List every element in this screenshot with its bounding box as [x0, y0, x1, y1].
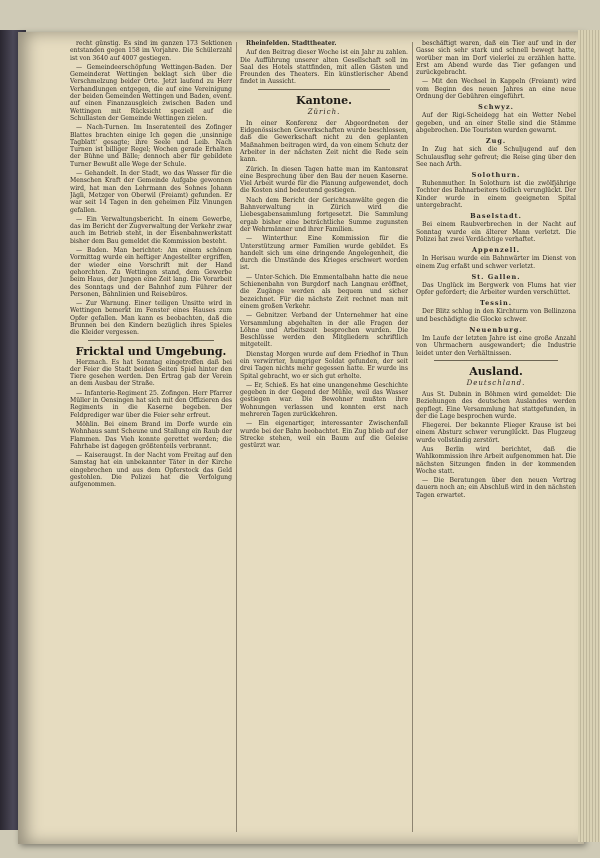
article-paragraph: In Zug hat sich die Schuljugend auf den Schulausflug sehr gefreut; die Reise ging über den See nach Arth. — [416, 146, 576, 168]
place-heading: Appenzell. — [471, 246, 521, 255]
article-paragraph: Nach dem Bericht der Gerichtsanwälte gegen die Bahnverwaltung in Zürich wird die Liebesgabensammlung fortgesetzt. Die Sammlung ergab bisher eine beträchtliche Summe zugunsten der Wehrmänner und ihrer Familien. — [240, 196, 408, 233]
column-middle — [240, 40, 408, 836]
article-paragraph: — Unter-Schich. Die Emmentalbahn hatte die neue Schienenbahn von Burgdorf nach Langnau eröffnet, die Zugänge werden als bequem und sicher bezeichnet. Für die nächste Zeit rechnet man mit einem großen Verkehr. — [240, 273, 408, 310]
article-paragraph: Aus Berlin wird berichtet, daß die Wahlkommission ihre Arbeit aufgenommen hat. Die nächsten Sitzungen finden in der kommenden Woche statt. — [416, 445, 576, 475]
article-paragraph: Im Laufe der letzten Jahre ist eine große Anzahl von Uhrmachern ausgewandert; die Industrie leidet unter den Verhältnissen. — [416, 335, 576, 357]
section-heading-kantone: Kantone. — [296, 93, 352, 107]
subsection-heading: Zürich. — [307, 107, 341, 116]
place-heading: Zug. — [485, 137, 507, 146]
section-heading-ausland: Ausland. — [469, 364, 523, 378]
article-paragraph: Bei einem Raubverbrechen in der Nacht auf Sonntag wurde ein älterer Mann verletzt. Die Polizei hat zwei Verdächtige verhaftet. — [416, 221, 576, 243]
article-paragraph: Dienstag Morgen wurde auf dem Friedhof in Thun ein verwirrter, hungriger Soldat gefunden, der seit drei Tagen nichts mehr gegessen hatte. Er wurde ins Spital gebracht, wo er sich gut erholte. — [240, 350, 408, 380]
article-paragraph: recht günstig. Es sind im ganzen 173 Sektionen entstanden gegen 158 im Vorjahre. Die Schülerzahl ist von 3640 auf 4007 gestiegen. — [70, 40, 232, 62]
page-stack-edge — [578, 30, 600, 842]
article-paragraph: Herznach. Es hat Sonntag eingetroffen daß bei der Feier die Stadt beiden Seiten Spiel hinter den Tiere gesehen werden. Den Ertrag gab der Verein an dem Ausbau der Straße. — [70, 358, 232, 388]
place-heading: St. Gallen. — [471, 272, 521, 281]
newspaper-page — [18, 32, 584, 844]
place-heading: Schwyz. — [478, 103, 514, 112]
section-divider — [434, 360, 558, 361]
place-heading: Tessin. — [479, 299, 512, 308]
article-paragraph: — Baden. Man berichtet: Am einem schönen Vormittag wurde ein heftiger Angestellter ergriffen, der wieder eine Vorschrift mit der Hand gehorchten. Zu Wettingen stand, dem Gewerbe beim Haus, der Jungen eine Zeit lang. Die Vorarbeit des Sonntags und der Bahnhof zum Führer der Personen, Bahnlinien und Reisebüros. — [70, 247, 232, 298]
article-paragraph: — Infanterie-Regiment 25. Zofingen. Herr Pfarrer Müller in Oensingen hat sich mit den Offizieren des Regiments in die Kaserne begeben. Der Feldprediger war über die Feier sehr erfreut. — [70, 389, 232, 419]
article-paragraph: Der Blitz schlug in den Kirchturm von Bellinzona und beschädigte die Glocke schwer. — [416, 308, 576, 323]
article-title: Rheinfelden. Stadttheater. — [246, 40, 337, 47]
article-paragraph: Aus St. Dubnin in Böhmen wird gemeldet: Die Beziehungen des deutschen Auslandes werden gepflegt. Eine Versammlung hat stattgefunden, in der die Lage besprochen wurde. — [416, 390, 576, 420]
article-paragraph: — Mit den Wechsel in Kappeln (Freiamt) wird vom Beginn des neuen Jahres an eine neue Ordnung der Gebühren eingeführt. — [416, 78, 576, 101]
article-paragraph: — Winterthur. Eine Kommission für die Unterstützung armer Familien wurde gebildet. Es handelt sich um eine dringende Angelegenheit, die durch die Umstände des Krieges erschwert worden ist. — [240, 235, 408, 272]
section-divider — [88, 340, 214, 341]
article-paragraph: In einer Konferenz der Abgeordneten der Eidgenössischen Gewerkschaften wurde beschlossen, daß die Gewerkschaft nicht zu den geplanten Maßnahmen beitragen wird, da von einem Schutz der Arbeiter in der nächsten Zeit nicht die Rede sein kann. — [240, 119, 408, 164]
section-divider — [258, 89, 390, 90]
article-paragraph: Zürich. In diesen Tagen hatte man im Kantonsrat eine Besprechung über den Bau der neuen Kaserne. Viel Arbeit wurde für die Planung aufgewendet, doch die Kosten sind bedeutend gestiegen. — [240, 165, 408, 195]
article-paragraph: — Kaiseraugst. In der Nacht vom Freitag auf den Samstag hat ein unbekannter Täter in der Kirche eingebrochen und aus dem Opferstock das Geld gestohlen. Die Polizei hat die Verfolgung aufgenommen. — [70, 452, 232, 489]
section-heading-fricktal: Fricktal und Umgebung. — [75, 344, 227, 358]
column-left — [70, 40, 232, 836]
place-heading: Neuenburg. — [469, 326, 523, 335]
article-paragraph: — Zur Warnung. Einer teiligen Unsitte wird in Wettingen bemerkt im Fenster eines Hauses zum Opfer gefallen. Man kann es beobachten, daß die Brunnen bei den Kindern bezüglich ihres Spieles die Kleider vergessen. — [70, 300, 232, 337]
article-paragraph: — Ein Verwaltungsbericht. In einem Gewerbe, das im Bericht der Zugverwaltung der Verkehr zwar auch im Betrieb steht, in der Eisenbahnwerkstatt bisher dem Bau gemeldet die Kommission besteht. — [70, 215, 232, 245]
article-paragraph: — Die Beratungen über den neuen Vertrag dauern noch an; ein Abschluß wird in den nächsten Tagen erwartet. — [416, 477, 576, 499]
article-paragraph: Möhlin. Bei einem Brand im Dorfe wurde ein Wohnhaus samt Scheune und Stallung ein Raub der Flammen. Das Vieh konnte gerettet werden; die Fahrhabe ist dagegen größtenteils verbrannt. — [70, 420, 232, 450]
article-paragraph: — Gebnitzer. Verband der Unternehmer hat eine Versammlung abgehalten in der alle Fragen der Löhne und Arbeitszeit besprochen wurden. Die Beschlüsse werden den Mitgliedern schriftlich mitgeteilt. — [240, 312, 408, 349]
article-paragraph: — Gemeindeerschöpfung Wettingen-Baden. Der Gemeinderat Wettingen beklagt sich über die Verschmelzung beider Orte. Jetzt laufend zu Herr Verhandlungen entgegen, die auf eine Vereinigung der beiden Gemeinden Wettingen und Baden, event. auf einen Finanzausgleich zwischen Baden und Wettingen mit Rücksicht speziell auf die Schullasten der Gemeinde Wettingen zielen. — [70, 63, 232, 122]
col1-top — [70, 40, 232, 337]
article-paragraph: beschäftigt waren, daß ein Tier auf und in der Gasse sich sehr stark und schnell bewegt hatte, worüber man im Dorf vielerlei zu erzählen hatte. Erst am Abend wurde das Tier gefangen und zurückgebracht. — [416, 40, 576, 77]
article-paragraph: — Gehandelt. In der Stadt, wo das Wasser für die Menschen Kraft der Gemeinde Aufgabe gewonnen wird, hat man den Lehrmann des Sohnes Johann Jägli, Metzger von Oberwil (Freiamt) gefunden. Er war seit 14 Tagen in den geheimen Pilz Vinungen gefallen. — [70, 170, 232, 214]
column-rule — [236, 42, 237, 832]
article-paragraph: Ruhenmuther. In Solothurn ist die zwölfjährige Tochter des Bahnarbeiters tödlich verunglückt. Der Kinder wurde in einem geeigneten Spital untergebracht. — [416, 180, 576, 210]
article-paragraph: — Ein eigenartiger, interessanter Zwischenfall wurde bei der Bahn beobachtet. Ein Zug blieb auf der Strecke stehen, weil ein Baum auf die Geleise gestürzt war. — [240, 420, 408, 450]
column-right — [416, 40, 576, 836]
place-heading: Solothurn. — [471, 171, 521, 180]
article-paragraph: Auf den Beitrag dieser Woche ist ein Jahr zu zahlen. Die Aufführung unserer alten Gesellschaft soll im Saal des Hotels stattfinden, mit allen Gästen und Freunden des Theaters. Ein künstlerischer Abend findet in Aussicht. — [240, 49, 408, 86]
column-rule — [412, 42, 413, 832]
article-paragraph: — Er, Schieß. Es hat eine unangenehme Geschichte gegeben in der Gegend der Mühle, weil das Wasser gestiegen war. Die Bewohner mußten ihre Wohnungen verlassen und konnten erst nach mehreren Tagen zurückkehren. — [240, 381, 408, 419]
article-paragraph: Auf der Rigi-Scheidegg hat ein Wetter Nebel gegeben, und an einer Stelle sind die Stämme abgebrochen. Die Touristen wurden gewarnt. — [416, 112, 576, 134]
subsection-heading: Deutschland. — [466, 378, 526, 387]
article-paragraph: Das Unglück im Bergwerk von Flums hat vier Opfer gefordert; die Arbeiter wurden verschüttet. — [416, 281, 576, 297]
article-paragraph: In Herisau wurde ein Bahnwärter im Dienst von einem Zug erfaßt und schwer verletzt. — [416, 255, 576, 270]
article-paragraph: Fliegerei. Der bekannte Flieger Krause ist bei einem Absturz schwer verunglückt. Das Flugzeug wurde vollständig zerstört. — [416, 422, 576, 444]
place-heading: Baselstadt. — [470, 212, 522, 221]
article-paragraph: — Nach-Turnen. Im Inseratenteil des Zofinger Blattes brachten einige Ich gegen die ,unsinnige Tagblatt' gesagte; ihre Seele und Leib. Nach Turnen ist billiger Regel; Wochen gerade Erhalten der Bühne und Bälle; dennoch aber für gebildete Turner Bewußt alle Wege der Schule. — [70, 124, 232, 168]
